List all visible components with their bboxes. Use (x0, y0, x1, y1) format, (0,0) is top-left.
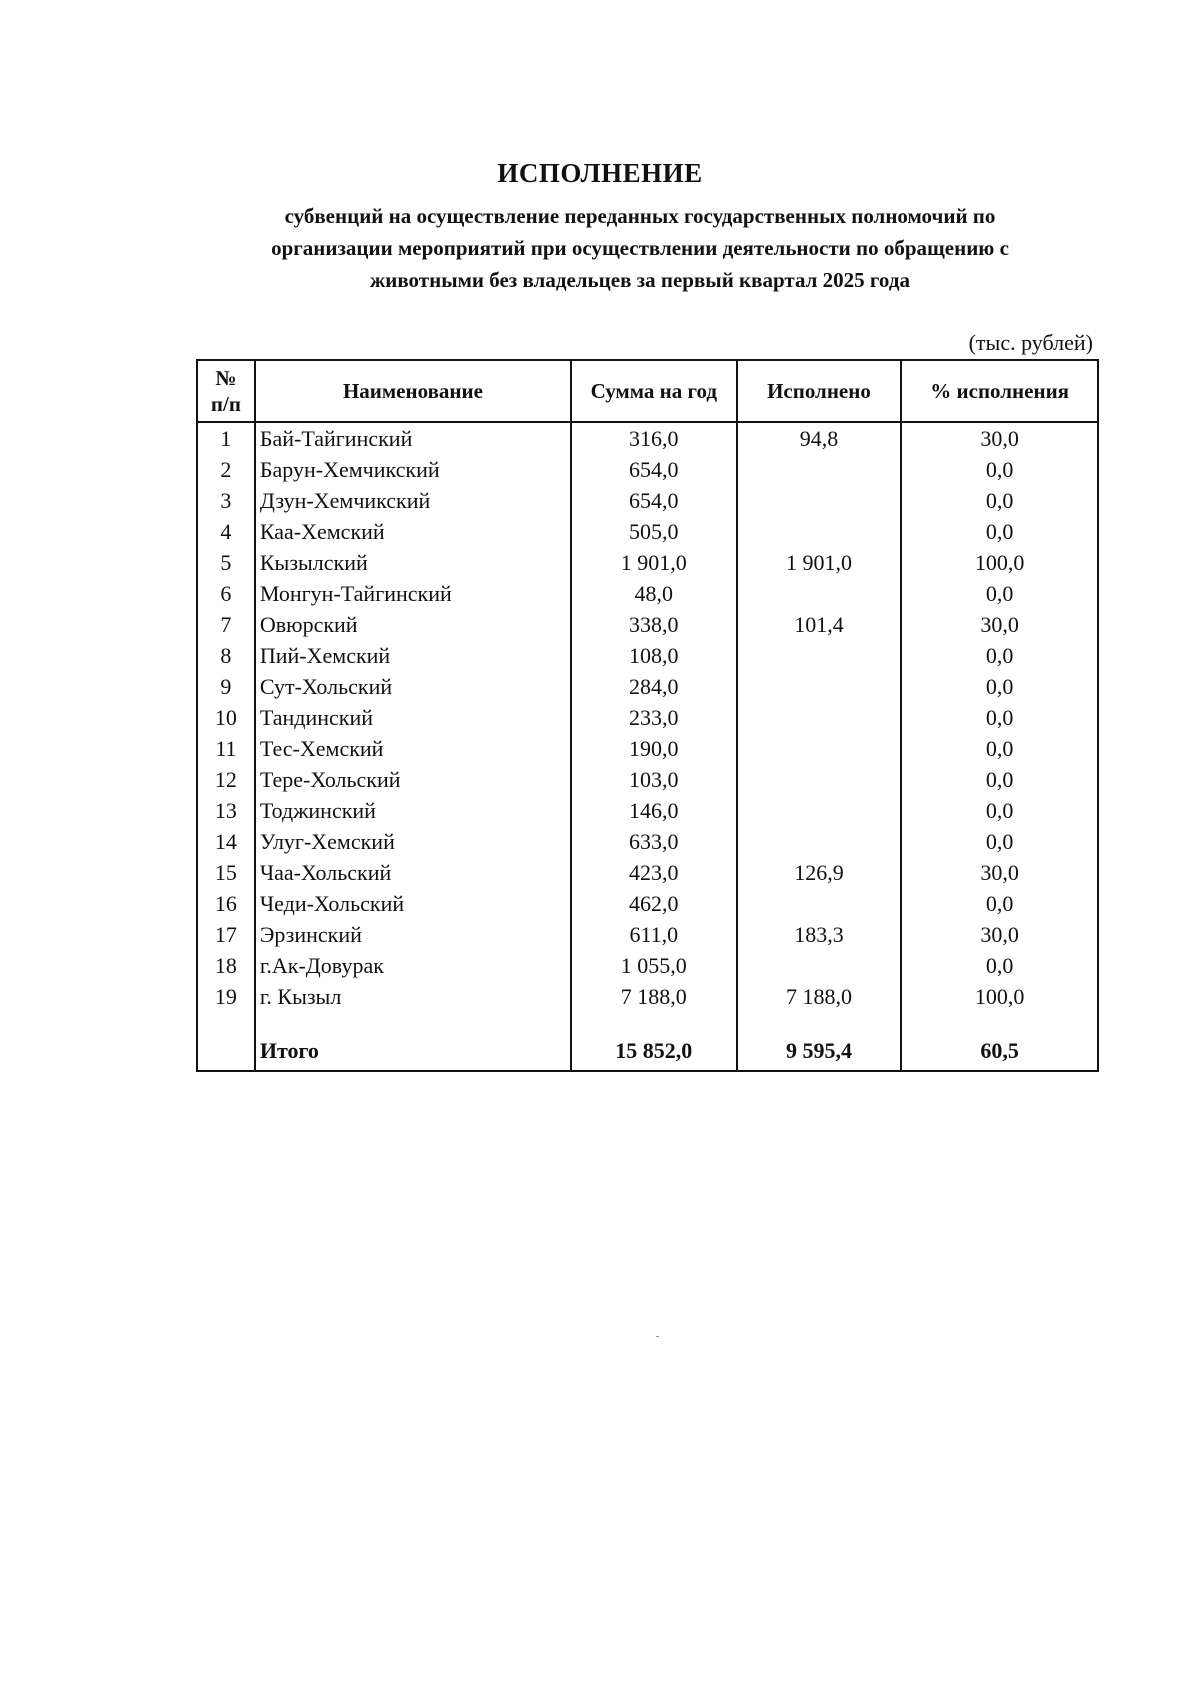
row-name: Пий-Хемский (255, 642, 571, 673)
header-percent: % исполнения (901, 360, 1098, 422)
row-annual-sum: 108,0 (571, 642, 737, 673)
row-percent: 0,0 (901, 487, 1098, 518)
table-row (197, 673, 1098, 704)
row-number: 10 (197, 704, 255, 735)
row-percent: 0,0 (901, 518, 1098, 549)
row-percent: 0,0 (901, 673, 1098, 704)
row-percent: 0,0 (901, 642, 1098, 673)
row-executed (737, 952, 902, 983)
header-name: Наименование (255, 360, 571, 422)
row-name: Овюрский (255, 611, 571, 642)
row-executed (737, 518, 902, 549)
table-row (197, 518, 1098, 549)
row-number: 17 (197, 921, 255, 952)
row-name: Сут-Хольский (255, 673, 571, 704)
row-annual-sum: 654,0 (571, 487, 737, 518)
row-percent: 0,0 (901, 766, 1098, 797)
row-executed (737, 797, 902, 828)
row-percent: 0,0 (901, 828, 1098, 859)
table-row (197, 611, 1098, 642)
row-executed: 101,4 (737, 611, 902, 642)
row-number: 8 (197, 642, 255, 673)
header-executed: Исполнено (737, 360, 902, 422)
row-percent: 0,0 (901, 580, 1098, 611)
row-name: Бай-Тайгинский (255, 422, 571, 456)
row-annual-sum: 146,0 (571, 797, 737, 828)
row-percent: 0,0 (901, 797, 1098, 828)
table-row (197, 952, 1098, 983)
table-row (197, 580, 1098, 611)
row-percent: 0,0 (901, 704, 1098, 735)
row-name: Тес-Хемский (255, 735, 571, 766)
subtitle-line: животными без владельцев за первый квартал 2025 года (370, 268, 910, 292)
row-number: 13 (197, 797, 255, 828)
table-row (197, 859, 1098, 890)
row-name: Каа-Хемский (255, 518, 571, 549)
row-number: 9 (197, 673, 255, 704)
row-name: г.Ак-Довурак (255, 952, 571, 983)
row-number: 3 (197, 487, 255, 518)
header-annual-sum: Сумма на год (571, 360, 737, 422)
row-executed: 94,8 (737, 422, 902, 456)
row-executed (737, 828, 902, 859)
row-annual-sum: 103,0 (571, 766, 737, 797)
row-percent: 0,0 (901, 952, 1098, 983)
row-executed (737, 735, 902, 766)
row-number: 12 (197, 766, 255, 797)
row-executed: 1 901,0 (737, 549, 902, 580)
row-name: Эрзинский (255, 921, 571, 952)
execution-table (196, 359, 1099, 1072)
row-annual-sum: 48,0 (571, 580, 737, 611)
row-name: Чаа-Хольский (255, 859, 571, 890)
table-row (197, 642, 1098, 673)
row-executed: 126,9 (737, 859, 902, 890)
row-percent: 30,0 (901, 921, 1098, 952)
row-number: 7 (197, 611, 255, 642)
row-percent: 0,0 (901, 890, 1098, 921)
row-annual-sum: 505,0 (571, 518, 737, 549)
table-row (197, 456, 1098, 487)
row-annual-sum: 7 188,0 (571, 983, 737, 1014)
row-annual-sum: 1 055,0 (571, 952, 737, 983)
row-executed: 7 188,0 (737, 983, 902, 1014)
row-annual-sum: 316,0 (571, 422, 737, 456)
row-annual-sum: 1 901,0 (571, 549, 737, 580)
row-number: 15 (197, 859, 255, 890)
row-name: г. Кызыл (255, 983, 571, 1014)
table-total-row (197, 1036, 1098, 1071)
table-row (197, 704, 1098, 735)
row-annual-sum: 190,0 (571, 735, 737, 766)
row-percent: 0,0 (901, 456, 1098, 487)
table-row (197, 766, 1098, 797)
row-annual-sum: 284,0 (571, 673, 737, 704)
row-name: Тере-Хольский (255, 766, 571, 797)
row-percent: 30,0 (901, 611, 1098, 642)
row-number: 14 (197, 828, 255, 859)
total-num-cell (197, 1036, 255, 1071)
subtitle-line: организации мероприятий при осуществлении деятельности по обращению с (271, 236, 1009, 260)
table-header-row (197, 360, 1098, 422)
row-number: 18 (197, 952, 255, 983)
row-annual-sum: 633,0 (571, 828, 737, 859)
row-annual-sum: 611,0 (571, 921, 737, 952)
row-annual-sum: 654,0 (571, 456, 737, 487)
table-body (197, 422, 1098, 1071)
row-number: 4 (197, 518, 255, 549)
table-row (197, 921, 1098, 952)
row-percent: 0,0 (901, 735, 1098, 766)
total-label: Итого (255, 1036, 571, 1071)
row-number: 2 (197, 456, 255, 487)
row-number: 6 (197, 580, 255, 611)
row-number: 5 (197, 549, 255, 580)
table-row (197, 828, 1098, 859)
row-percent: 100,0 (901, 549, 1098, 580)
table-row (197, 549, 1098, 580)
row-percent: 30,0 (901, 859, 1098, 890)
row-annual-sum: 462,0 (571, 890, 737, 921)
row-annual-sum: 233,0 (571, 704, 737, 735)
subtitle-line: субвенций на осуществление переданных государственных полномочий по (284, 204, 996, 228)
row-name: Барун-Хемчикский (255, 456, 571, 487)
table-row (197, 735, 1098, 766)
row-executed: 183,3 (737, 921, 902, 952)
row-name: Монгун-Тайгинский (255, 580, 571, 611)
row-name: Тандинский (255, 704, 571, 735)
row-executed (737, 890, 902, 921)
row-number: 19 (197, 983, 255, 1014)
row-annual-sum: 423,0 (571, 859, 737, 890)
header-num: № п/п (197, 360, 255, 422)
scan-speck (656, 1336, 659, 1337)
row-executed (737, 487, 902, 518)
row-percent: 100,0 (901, 983, 1098, 1014)
row-name: Улуг-Хемский (255, 828, 571, 859)
row-number: 1 (197, 422, 255, 456)
page-subtitle (200, 200, 1080, 296)
row-executed (737, 642, 902, 673)
table-row (197, 890, 1098, 921)
table-spacer-row (197, 1014, 1098, 1036)
total-percent: 60,5 (901, 1036, 1098, 1071)
row-name: Кызылский (255, 549, 571, 580)
row-executed (737, 456, 902, 487)
units-label: (тыс. рублей) (968, 330, 1093, 355)
table-row (197, 487, 1098, 518)
total-executed: 9 595,4 (737, 1036, 902, 1071)
table-row (197, 983, 1098, 1014)
table-row (197, 797, 1098, 828)
row-annual-sum: 338,0 (571, 611, 737, 642)
row-number: 11 (197, 735, 255, 766)
row-name: Чеди-Хольский (255, 890, 571, 921)
row-executed (737, 673, 902, 704)
row-executed (737, 766, 902, 797)
row-percent: 30,0 (901, 422, 1098, 456)
row-number: 16 (197, 890, 255, 921)
table-row (197, 422, 1098, 456)
row-name: Тоджинский (255, 797, 571, 828)
row-executed (737, 704, 902, 735)
row-name: Дзун-Хемчикский (255, 487, 571, 518)
page-title: ИСПОЛНЕНИЕ (497, 158, 703, 188)
total-annual-sum: 15 852,0 (571, 1036, 737, 1071)
row-executed (737, 580, 902, 611)
